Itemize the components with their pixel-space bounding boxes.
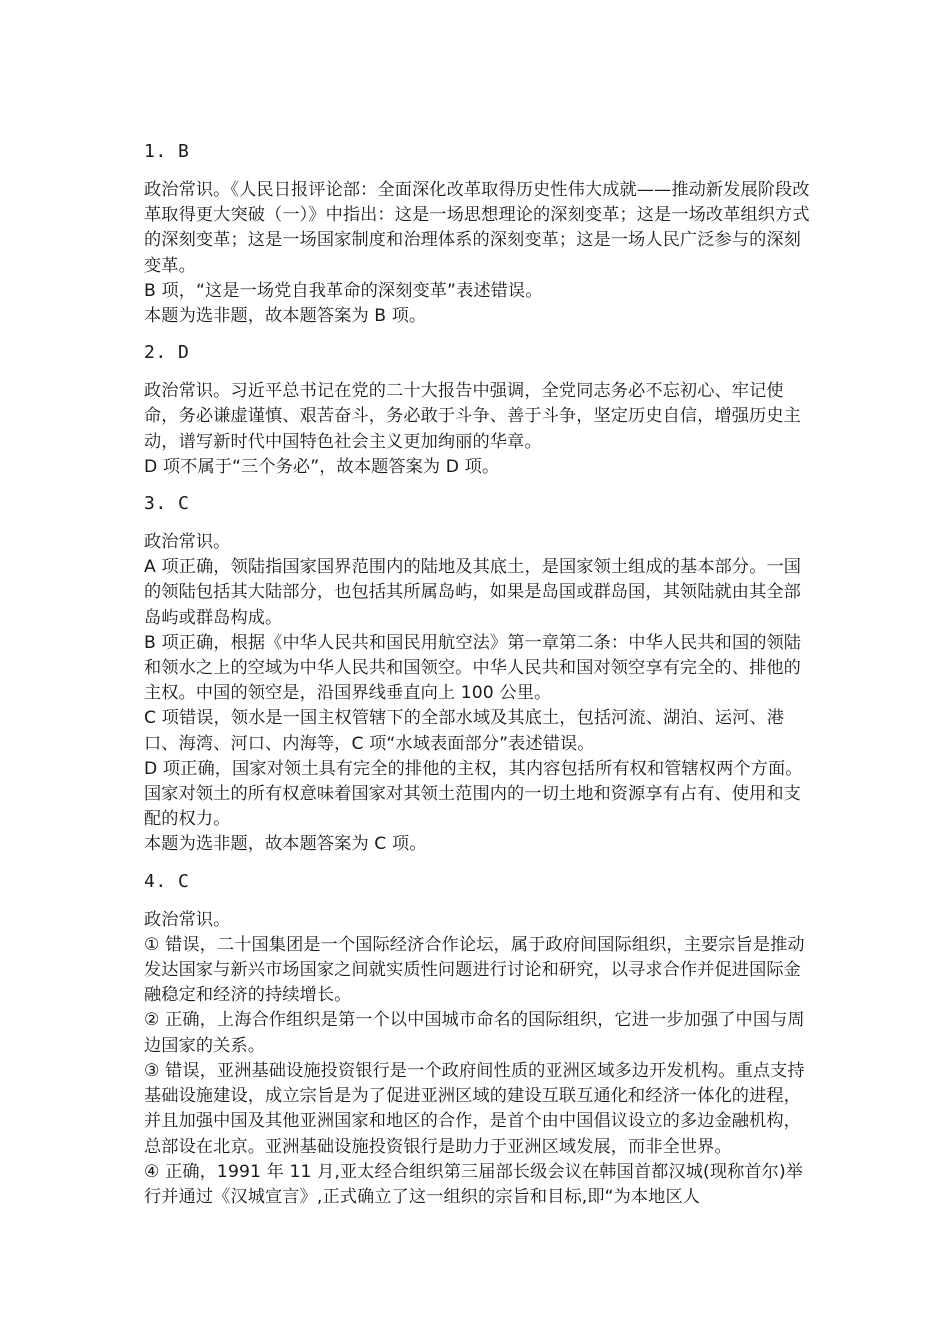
explanation-paragraph: 政治常识。 — [144, 909, 231, 930]
question-3 — [144, 492, 814, 858]
question-4 — [144, 870, 814, 1210]
explanation-paragraph: 政治常识。《人民日报评论部：全面深化改革取得历史性伟大成就——推动新发展阶段改革取得更大突破（一）》中指出：这是一场思想理论的深刻变革；这是一场改革组织方式的深刻变革；这是一场国家制度和治理体系的深刻变革；这是一场人民广泛参与的深刻变革。 — [144, 180, 810, 276]
explanation-paragraph: B 项，“这是一场党自我革命的深刻变革”表述错误。 — [144, 280, 543, 301]
explanation-paragraph: ④ 正确，1991 年 11 月,亚太经合组织第三届部长级会议在韩国首都汉城(现称首尔)举行并通过《汉城宣言》,正式确立了这一组织的宗旨和目标,即“为本地区人 — [144, 1161, 804, 1207]
question-number: 3. C — [144, 493, 190, 515]
explanation-paragraph: ② 正确，上海合作组织是第一个以中国城市命名的国际组织，它进一步加强了中国与周边国家的关系。 — [144, 1010, 805, 1056]
explanation-paragraph: D 项正确，国家对领土具有完全的排他的主权，其内容包括所有权和管辖权两个方面。国家对领土的所有权意味着国家对其领土范围内的一切土地和资源享有占有、使用和支配的权力。 — [144, 758, 803, 830]
answer-conclusion: 本题为选非题，故本题答案为 B 项。 — [144, 306, 427, 327]
answer-conclusion: D 项不属于“三个务必”，故本题答案为 D 项。 — [144, 456, 500, 477]
question-number: 4. C — [144, 870, 190, 892]
explanation-paragraph: 政治常识。 — [144, 532, 231, 553]
explanation-paragraph: 政治常识。习近平总书记在党的二十大报告中强调，全党同志务必不忘初心、牢记使命，务必谦虚谨慎、艰苦奋斗，务必敢于斗争、善于斗争，坚定历史自信，增强历史主动，谱写新时代中国特色社会主义更加绚丽的华章。 — [144, 381, 801, 452]
explanation-paragraph: ① 错误，二十国集团是一个国际经济合作论坛，属于政府间国际组织，主要宗旨是推动发达国家与新兴市场国家之间就实质性问题进行讨论和研究，以寻求合作并促进国际金融稳定和经济的持续增长。 — [144, 934, 805, 1006]
question-1 — [144, 140, 814, 329]
question-number: 2. D — [144, 342, 190, 364]
explanation-paragraph: C 项错误，领水是一国主权管辖下的全部水域及其底土，包括河流、湖泊、运河、港口、海湾、河口、内海等，C 项“水域表面部分”表述错误。 — [144, 708, 785, 754]
question-2 — [144, 341, 814, 480]
answer-document — [144, 140, 814, 1222]
explanation-paragraph: A 项正确，领陆指国家国界范围内的陆地及其底土，是国家领土组成的基本部分。一国的领陆包括其大陆部分，也包括其所属岛屿，如果是岛国或群岛国，其领陆就由其全部岛屿或群岛构成。 — [144, 557, 802, 628]
question-number: 1. B — [144, 141, 190, 162]
answer-conclusion: 本题为选非题，故本题答案为 C 项。 — [144, 834, 427, 855]
explanation-paragraph: ③ 错误，亚洲基础设施投资银行是一个政府间性质的亚洲区域多边开发机构。重点支持基础设施建设，成立宗旨是为了促进亚洲区域的建设互联互通化和经济一体化的进程，并且加强中国及其他亚洲国家和地区的合作，是首个由中国倡议设立的多边金融机构，总部设在北京。亚洲基础设施投资银行是助力于亚洲区域发展，而非全世界。 — [144, 1060, 805, 1157]
explanation-paragraph: B 项正确，根据《中华人民共和国民用航空法》第一章第二条：中华人民共和国的领陆和领水之上的空域为中华人民共和国领空。中华人民共和国对领空享有完全的、排他的主权。中国的领空是，沿国界线垂直向上 100 公里。 — [144, 632, 802, 704]
